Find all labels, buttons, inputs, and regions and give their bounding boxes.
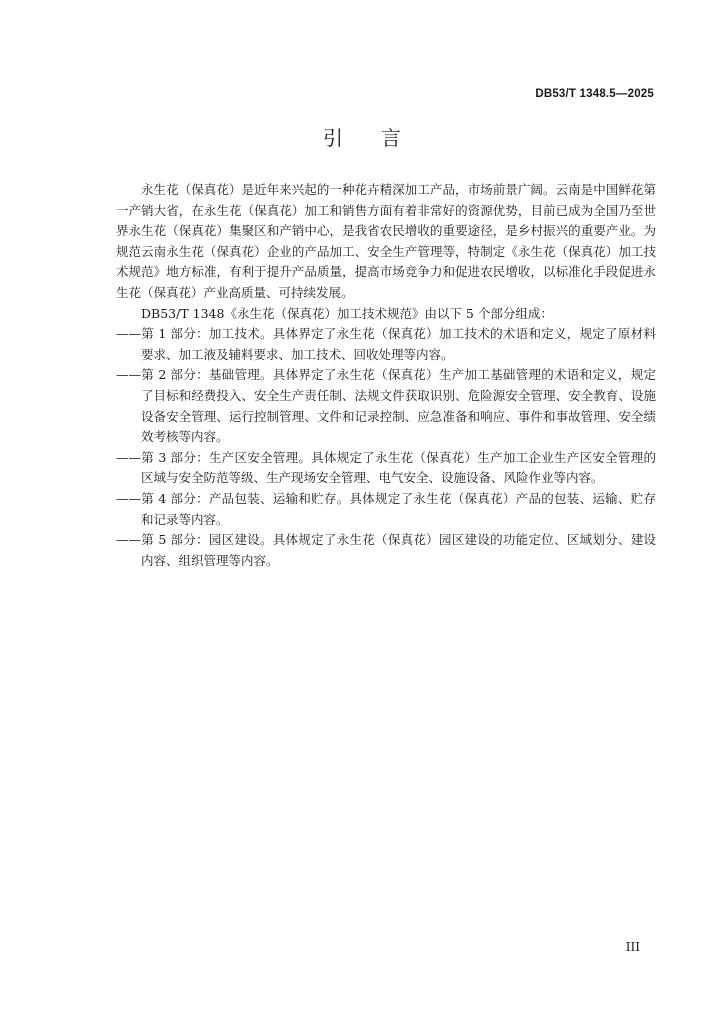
document-body [116,180,656,571]
document-code: DB53/T 1348.5—2025 [535,88,654,100]
part-3-item: ——第 3 部分：生产区安全管理。具体规定了永生花（保真花）生产加工企业生产区安全管理的区域与安全防范等级、生产现场安全管理、电气安全、设施设备、风险作业等内容。 [116,449,656,486]
part-2-item: ——第 2 部分：基础管理。具体界定了永生花（保真花）生产加工基础管理的术语和定义，规定了目标和经费投入、安全生产责任制、法规文件获取识别、危险源安全管理、安全教育、设施设备安全管理、运行控制管理、文件和记录控制、应急准备和响应、事件和事故管理、安全绩效考核等内容。 [116,367,656,445]
part-4-item: ——第 4 部分：产品包装、运输和贮存。具体规定了永生花（保真花）产品的包装、运输、贮存和记录等内容。 [116,490,656,527]
part-1-item: ——第 1 部分：加工技术。具体界定了永生花（保真花）加工技术的术语和定义，规定了原材料要求、加工液及辅料要求、加工技术、回收处理等内容。 [116,326,656,362]
page-title: 引言 [323,126,439,150]
intro-paragraph: 永生花（保真花）是近年来兴起的一种花卉精深加工产品，市场前景广阔。云南是中国鲜花第一产销大省，在永生花（保真花）加工和销售方面有着非常好的资源优势，目前已成为全国乃至世界永生花（保真花）集聚区和产销中心，是我省农民增收的重要途径，是乡村振兴的重要产业。为规范云南永生花（保真花）企业的产品加工、安全生产管理等，特制定《永生花（保真花）加工技术规范》地方标准，有利于提升产品质量，提高市场竞争力和促进农民增收，以标准化手段促进永生花（保真花）产业高质量、可持续发展。 [116,182,656,300]
composition-paragraph: DB53/T 1348《永生花（保真花）加工技术规范》由以下 5 个部分组成： [141,305,553,321]
page-number: III [625,940,640,954]
part-5-item: ——第 5 部分：园区建设。具体规定了永生花（保真花）园区建设的功能定位、区域划分、建设内容、组织管理等内容。 [116,532,656,568]
